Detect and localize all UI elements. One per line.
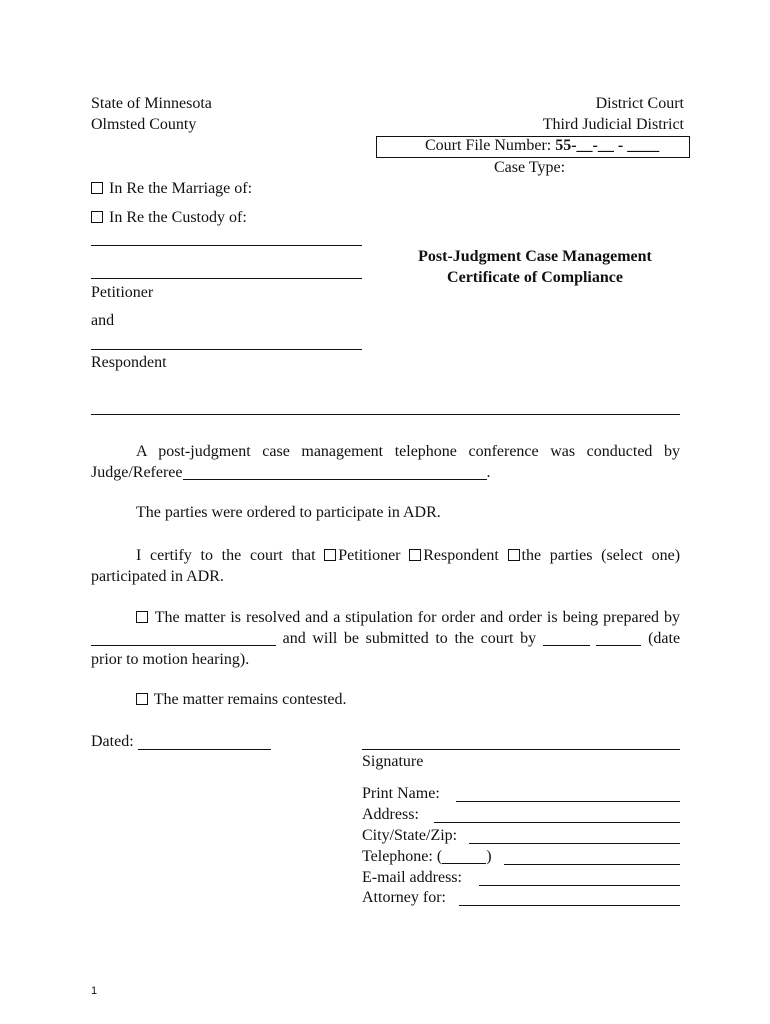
section-divider xyxy=(91,414,680,415)
dated-label: Dated: xyxy=(91,733,134,750)
attorney-for-label: Attorney for: xyxy=(362,889,446,906)
contested-option[interactable] xyxy=(136,691,347,709)
conference-text: A post-judgment case management telephone conference was conducted by Judge/Referee xyxy=(91,443,680,481)
email-line[interactable] xyxy=(479,885,680,886)
conference-paragraph xyxy=(91,441,680,483)
resolved-paragraph xyxy=(91,607,680,670)
telephone-label: Telephone: ( xyxy=(362,848,443,865)
address-label: Address: xyxy=(362,806,419,823)
court-file-value[interactable]: 55-__-__ - ____ xyxy=(555,137,660,154)
email-label: E-mail address: xyxy=(362,869,462,886)
area-code-line[interactable] xyxy=(442,849,486,864)
resolved-checkbox-icon[interactable] xyxy=(136,611,148,623)
contested-text: The matter remains contested. xyxy=(153,691,347,708)
signature-label: Signature xyxy=(362,753,424,770)
contested-checkbox-icon[interactable] xyxy=(136,693,148,705)
print-name-line[interactable] xyxy=(456,801,680,802)
court-file-number[interactable] xyxy=(425,137,659,155)
custody-option-label: In Re the Custody of: xyxy=(109,209,247,226)
attorney-for-line[interactable] xyxy=(459,905,680,906)
date-prior-text: (date prior to motion hearing). xyxy=(91,630,681,668)
respondent-label: Respondent xyxy=(91,354,167,371)
party-name-line-1[interactable] xyxy=(91,245,362,246)
party-name-line-2[interactable] xyxy=(91,278,362,279)
dated-line[interactable] xyxy=(138,749,271,750)
petitioner-label: Petitioner xyxy=(91,284,154,301)
custody-option[interactable] xyxy=(91,209,247,227)
submission-date-line-2[interactable] xyxy=(596,631,641,646)
certify-text: I certify to the court that xyxy=(136,547,316,564)
telephone-close-paren: ) xyxy=(486,848,492,865)
print-name-label: Print Name: xyxy=(362,785,440,802)
custody-checkbox-icon[interactable] xyxy=(91,211,103,223)
submission-date-line-1[interactable] xyxy=(543,631,590,646)
and-label: and xyxy=(91,312,115,329)
certify-parties-label: the parties (select one) participated in ADR. xyxy=(91,547,681,585)
document-title-line-2: Certificate of Compliance xyxy=(447,269,623,286)
prepared-by-line[interactable] xyxy=(91,631,276,646)
respondent-name-line[interactable] xyxy=(91,349,362,350)
adr-order-text: The parties were ordered to participate in ADR. xyxy=(136,504,441,521)
city-state-zip-label: City/State/Zip: xyxy=(362,827,458,844)
telephone-line[interactable] xyxy=(504,864,680,865)
judge-referee-line[interactable] xyxy=(183,465,487,480)
address-line[interactable] xyxy=(434,822,680,823)
telephone-field xyxy=(362,848,492,866)
marriage-option[interactable] xyxy=(91,180,252,198)
case-type-label: Case Type: xyxy=(494,159,566,176)
conference-period: . xyxy=(486,464,491,481)
resolved-text: The matter is resolved and a stipulation for order and order is being prepared by xyxy=(154,609,681,626)
page-number: 1 xyxy=(91,985,98,997)
certify-respondent-checkbox-icon[interactable] xyxy=(409,549,421,561)
marriage-option-label: In Re the Marriage of: xyxy=(109,180,253,197)
submitted-text: and will be submitted to the court by xyxy=(282,630,537,647)
state-name: State of Minnesota xyxy=(91,95,212,112)
certify-parties-checkbox-icon[interactable] xyxy=(508,549,520,561)
marriage-checkbox-icon[interactable] xyxy=(91,182,103,194)
certify-petitioner-label: Petitioner xyxy=(338,547,401,564)
city-state-zip-line[interactable] xyxy=(469,843,680,844)
county-name: Olmsted County xyxy=(91,116,197,133)
judicial-district: Third Judicial District xyxy=(542,116,684,133)
court-file-label: Court File Number: xyxy=(425,137,552,154)
certify-petitioner-checkbox-icon[interactable] xyxy=(324,549,336,561)
document-title-line-1: Post-Judgment Case Management xyxy=(418,248,652,265)
certify-respondent-label: Respondent xyxy=(423,547,499,564)
signature-line[interactable] xyxy=(362,749,680,750)
court-name: District Court xyxy=(595,95,684,112)
certify-paragraph xyxy=(91,545,680,587)
